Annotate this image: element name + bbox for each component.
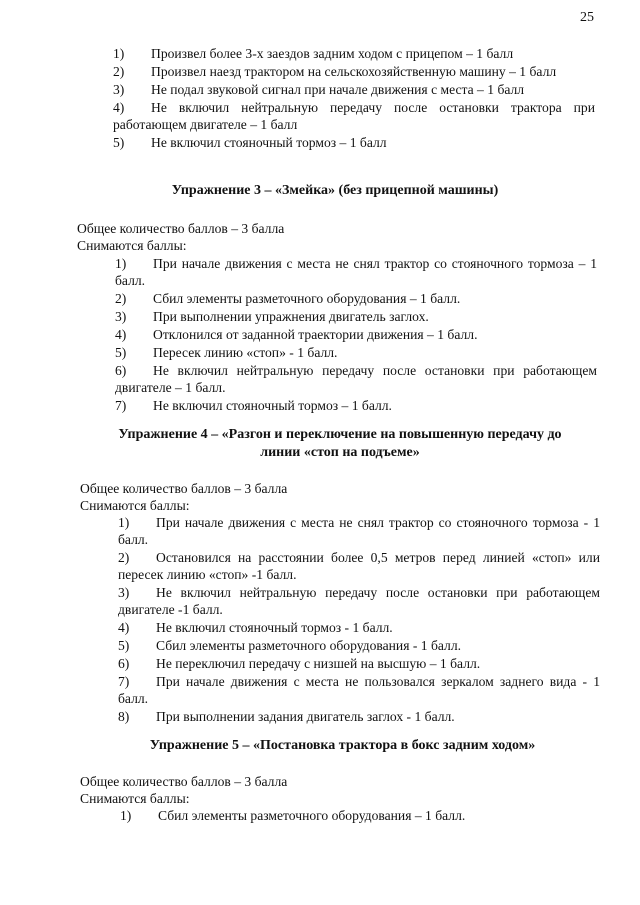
exercise-3-deducted-label: Снимаются баллы: <box>77 238 187 253</box>
list-item-text: При начале движения с места не пользовался зеркалом заднего вида - 1 балл. <box>118 674 600 706</box>
list-item-text: Пересек линию «стоп» - 1 балл. <box>153 345 338 360</box>
list-item-text: Не переключил передачу с низшей на высшую – 1 балл. <box>156 656 481 671</box>
list-item <box>115 344 597 361</box>
list-item-text: Остановился на расстоянии более 0,5 метров перед линией «стоп» или пересек линию «стоп» -1 балл. <box>118 550 600 582</box>
exercise-4-deducted-label: Снимаются баллы: <box>80 498 190 513</box>
list-item-number: 5) <box>118 638 130 653</box>
list-item <box>115 255 597 289</box>
list-item-number: 1) <box>115 256 127 271</box>
list-item-text: Не включил стояночный тормоз - 1 балл. <box>156 620 393 635</box>
list-item-number: 3) <box>113 82 125 97</box>
list-item <box>113 45 595 62</box>
list-item-text: Не включил нейтральную передачу после остановки при работающем двигателе -1 балл. <box>118 585 600 617</box>
list-item-text: Отклонился от заданной траектории движения – 1 балл. <box>153 327 478 342</box>
list-item <box>120 807 600 824</box>
list-item-text: Не включил нейтральную передачу после остановки при работающем двигателе – 1 балл. <box>115 363 597 395</box>
list-item-number: 8) <box>118 709 130 724</box>
list-item-number: 1) <box>113 46 125 61</box>
list-item-text: При начале движения с места не снял трактор со стояночного тормоза – 1 балл. <box>115 256 597 288</box>
list-item <box>118 708 600 725</box>
top-list <box>113 45 595 151</box>
list-item <box>118 619 600 636</box>
list-item-text: Сбил элементы разметочного оборудования – 1 балл. <box>153 291 461 306</box>
list-item-text: Произвел наезд трактором на сельскохозяйственную машину – 1 балл <box>151 64 557 79</box>
list-item <box>118 655 600 672</box>
list-item-number: 4) <box>115 327 127 342</box>
list-item <box>115 308 597 325</box>
list-item <box>113 99 595 133</box>
list-item-number: 2) <box>118 550 130 565</box>
list-item-number: 1) <box>118 515 130 530</box>
exercise-5-deducted-label: Снимаются баллы: <box>80 791 190 806</box>
list-item <box>113 63 595 80</box>
list-item-text: Сбил элементы разметочного оборудования - 1 балл. <box>156 638 461 653</box>
exercise-4-total: Общее количество баллов – 3 балла <box>80 481 288 496</box>
list-item-number: 2) <box>113 64 125 79</box>
exercise-3-heading: Упражнение 3 – «Змейка» (без прицепной машины) <box>171 183 499 198</box>
exercise-4-heading-line-2: линии «стоп на подъеме» <box>260 445 420 460</box>
list-item-text: Не подал звуковой сигнал при начале движения с места – 1 балл <box>151 82 525 97</box>
list-item-text: Не включил стояночный тормоз – 1 балл <box>151 135 387 150</box>
exercise-4-list <box>118 514 600 725</box>
list-item-text: Не включил стояночный тормоз – 1 балл. <box>153 398 392 413</box>
page-number: 25 <box>580 10 594 25</box>
list-item-text: При выполнении задания двигатель заглох - 1 балл. <box>156 709 455 724</box>
exercise-3-list <box>115 255 597 414</box>
exercise-5-list <box>120 807 600 824</box>
exercise-4-heading-line-1: Упражнение 4 – «Разгон и переключение на повышенную передачу до <box>118 427 562 442</box>
exercise-5-heading: Упражнение 5 – «Постановка трактора в бокс задним ходом» <box>149 738 536 753</box>
list-item-number: 3) <box>115 309 127 324</box>
list-item <box>118 584 600 618</box>
list-item-text: Произвел более 3-х заездов задним ходом с прицепом – 1 балл <box>151 46 514 61</box>
list-item <box>115 397 597 414</box>
list-item-number: 4) <box>118 620 130 635</box>
list-item <box>118 637 600 654</box>
list-item-text: Сбил элементы разметочного оборудования – 1 балл. <box>158 808 466 823</box>
list-item-text: Не включил нейтральную передачу после остановки трактора при работающем двигателе – 1 балл <box>113 100 595 132</box>
list-item-number: 7) <box>118 674 130 689</box>
list-item <box>118 673 600 707</box>
list-item <box>118 514 600 548</box>
list-item-number: 1) <box>120 808 132 823</box>
exercise-5-total: Общее количество баллов – 3 балла <box>80 774 288 789</box>
list-item <box>113 134 595 151</box>
list-item <box>113 81 595 98</box>
list-item-number: 2) <box>115 291 127 306</box>
list-item-number: 5) <box>113 135 125 150</box>
list-item <box>115 362 597 396</box>
list-item-number: 4) <box>113 100 125 115</box>
list-item-text: При выполнении упражнения двигатель заглох. <box>153 309 429 324</box>
list-item-number: 6) <box>118 656 130 671</box>
exercise-3-total: Общее количество баллов – 3 балла <box>77 221 285 236</box>
list-item-text: При начале движения с места не снял трактор со стояночного тормоза - 1 балл. <box>118 515 600 547</box>
list-item <box>115 290 597 307</box>
list-item-number: 7) <box>115 398 127 413</box>
exercise-4-heading <box>80 426 600 462</box>
list-item <box>115 326 597 343</box>
list-item-number: 6) <box>115 363 127 378</box>
list-item-number: 5) <box>115 345 127 360</box>
list-item-number: 3) <box>118 585 130 600</box>
list-item <box>118 549 600 583</box>
